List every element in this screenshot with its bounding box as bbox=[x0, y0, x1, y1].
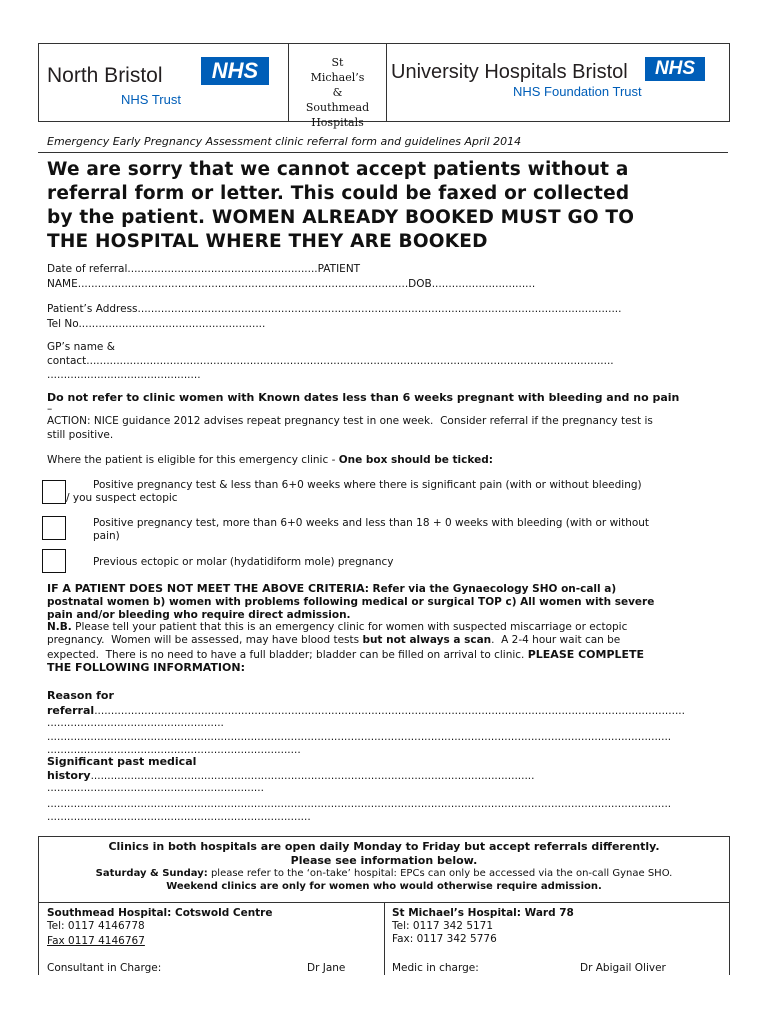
history-field-cont[interactable]: ................................................................. bbox=[47, 782, 264, 794]
headline-line: THE HOSPITAL WHERE THEY ARE BOOKED bbox=[47, 231, 488, 252]
tel-field[interactable]: Tel No........................................................ bbox=[47, 318, 266, 330]
hospitals-cell bbox=[289, 44, 387, 129]
weekend-line bbox=[39, 867, 729, 881]
option-label: Positive pregnancy test, more than 6+0 weeks and less than 18 + 0 weeks with bleeding (with or without bbox=[93, 517, 650, 529]
nhs-foundation-trust-label: NHS Foundation Trust bbox=[513, 84, 642, 99]
option-checkbox-previous[interactable] bbox=[42, 549, 66, 573]
stmichaels-fax: Fax: 0117 342 5776 bbox=[392, 933, 497, 945]
option-label: Positive pregnancy test & less than 6+0 weeks where there is significant pain (with or without bleeding) bbox=[93, 479, 642, 491]
nb-line bbox=[47, 633, 620, 648]
option-checkbox-bleeding[interactable] bbox=[42, 516, 66, 540]
uhb-logo bbox=[387, 44, 729, 121]
southmead-consultant-label: Consultant in Charge: bbox=[47, 962, 162, 974]
headline-line: referral form or letter. This could be faxed or collected bbox=[47, 183, 630, 204]
southmead-tel: Tel: 0117 4146778 bbox=[47, 920, 145, 932]
southmead-title: Southmead Hospital: Cotswold Centre bbox=[47, 907, 273, 919]
weekend-note: Weekend clinics are only for women who would otherwise require admission. bbox=[166, 881, 602, 892]
patient-address-field[interactable]: Patient’s Address................................................................................................................................................. bbox=[47, 303, 622, 315]
clinics-line: Please see information below. bbox=[290, 854, 478, 867]
reason-field-cont[interactable]: ..................................................... bbox=[47, 717, 224, 729]
headline-line: We are sorry that we cannot accept patients without a bbox=[47, 159, 629, 180]
history-field-cont[interactable]: ............................................................................... bbox=[47, 811, 311, 823]
southmead-consultant: Dr Jane bbox=[307, 962, 346, 974]
reason-label: Reason for bbox=[47, 689, 114, 702]
southmead-fax-text: Fax 0117 4146767 bbox=[47, 935, 145, 947]
hospital-line: Michael’s bbox=[310, 71, 365, 84]
gp-contact-field-cont[interactable]: .............................................. bbox=[47, 369, 201, 381]
nb-label: N.B. bbox=[47, 621, 72, 633]
history-label: Significant past medical bbox=[47, 755, 197, 768]
letterhead bbox=[38, 43, 730, 129]
nb-bold: PLEASE COMPLETE bbox=[527, 648, 645, 661]
reason-field-cont[interactable]: ............................................................................ bbox=[47, 744, 301, 756]
form-subtitle: Emergency Early Pregnancy Assessment clinic referral form and guidelines April 2014 bbox=[47, 135, 522, 148]
nb-text: expected. There is no need to have a full bladder; bladder can be filled on arrival to clinic. bbox=[47, 649, 528, 661]
history-field-cont[interactable]: ........................................................................................................................................................................................... bbox=[47, 798, 672, 810]
criteria-heading: IF A PATIENT DOES NOT MEET THE ABOVE CRITERIA bbox=[47, 582, 365, 595]
hospital-line: & bbox=[332, 86, 343, 99]
nb-text: Please tell your patient that this is an emergency clinic for women with suspected miscarriage or ectopic bbox=[71, 621, 628, 633]
nb-line: THE FOLLOWING INFORMATION: bbox=[47, 661, 245, 674]
do-not-refer-warning: Do not refer to clinic women with Known dates less than 6 weeks pregnant with bleeding and no pain bbox=[47, 391, 680, 404]
uhb-name: University Hospitals Bristol bbox=[391, 61, 628, 83]
action-text: ACTION: NICE guidance 2012 advises repeat pregnancy test in one week. Consider referral if the pregnancy test is bbox=[47, 415, 653, 427]
criteria-refer: : Refer via the Gynaecology SHO on-call a) bbox=[364, 583, 617, 595]
eligible-instruction bbox=[47, 453, 493, 468]
reason-label-2: referral bbox=[47, 704, 95, 717]
reason-dots: ................................................................................................................................................................................. bbox=[94, 705, 685, 717]
option-label-cont: / you suspect ectopic bbox=[66, 492, 178, 504]
column-divider bbox=[384, 903, 385, 975]
hospital-line: Southmead bbox=[305, 101, 370, 114]
nhs-logo: NHS bbox=[201, 57, 269, 85]
criteria-line: postnatal women b) women with problems following medical or surgical TOP c) All women with severe bbox=[47, 596, 655, 608]
patient-name-dob-field[interactable]: NAME...................................................................................................DOB............................... bbox=[47, 278, 536, 290]
option-label: Previous ectopic or molar (hydatidiform mole) pregnancy bbox=[93, 556, 394, 568]
eligible-prefix: Where the patient is eligible for this emergency clinic - bbox=[47, 454, 339, 466]
stmichaels-medic-label: Medic in charge: bbox=[392, 962, 479, 974]
north-bristol-logo bbox=[39, 44, 289, 121]
nb-bold: but not always a scan bbox=[362, 634, 492, 646]
gp-label: GP’s name & bbox=[47, 341, 115, 353]
option-label-cont: pain) bbox=[93, 530, 120, 542]
hospitals-names bbox=[289, 55, 386, 130]
criteria-line: pain and/or bleeding who require direct admission. bbox=[47, 609, 351, 621]
hospital-line: Hospitals bbox=[311, 116, 364, 129]
divider bbox=[38, 152, 728, 153]
nb-text: . A 2-4 hour wait can be bbox=[491, 634, 621, 646]
stmichaels-title: St Michael’s Hospital: Ward 78 bbox=[392, 907, 574, 919]
weekend-label: Saturday & Sunday: bbox=[95, 868, 208, 879]
option-checkbox-ectopic[interactable] bbox=[42, 480, 66, 504]
hospital-line: St bbox=[331, 56, 344, 69]
action-text-cont: still positive. bbox=[47, 429, 114, 441]
headline bbox=[47, 158, 737, 254]
clinics-line: Clinics in both hospitals are open daily Monday to Friday but accept referrals differently. bbox=[108, 840, 660, 853]
southmead-fax bbox=[47, 934, 145, 949]
headline-line: by the patient. WOMEN ALREADY BOOKED MUST GO TO bbox=[47, 207, 635, 228]
stmichaels-tel: Tel: 0117 342 5171 bbox=[392, 920, 494, 932]
nhs-trust-label: NHS Trust bbox=[121, 92, 181, 107]
dash: – bbox=[47, 403, 53, 415]
history-dots: ..................................................................................................................................... bbox=[90, 770, 535, 782]
clinics-info-box bbox=[38, 836, 730, 903]
weekend-text: please refer to the ‘on-take’ hospital: EPCs can only be accessed via the on-call Gynae SHO. bbox=[207, 868, 673, 879]
reason-field-cont[interactable]: ........................................................................................................................................................................................... bbox=[47, 731, 672, 743]
referral-date-field[interactable]: Date of referral.........................................................PATIENT bbox=[47, 263, 361, 275]
gp-contact-field[interactable]: contact.............................................................................................................................................................. bbox=[47, 355, 614, 367]
eligible-bold: One box should be ticked: bbox=[338, 454, 493, 466]
north-bristol-name: North Bristol bbox=[47, 64, 163, 87]
nb-text: pregnancy. Women will be assessed, may have blood tests bbox=[47, 634, 363, 646]
history-label-2: history bbox=[47, 769, 91, 782]
hospital-contacts bbox=[38, 902, 730, 975]
nhs-logo: NHS bbox=[645, 57, 705, 81]
stmichaels-medic: Dr Abigail Oliver bbox=[580, 962, 666, 974]
